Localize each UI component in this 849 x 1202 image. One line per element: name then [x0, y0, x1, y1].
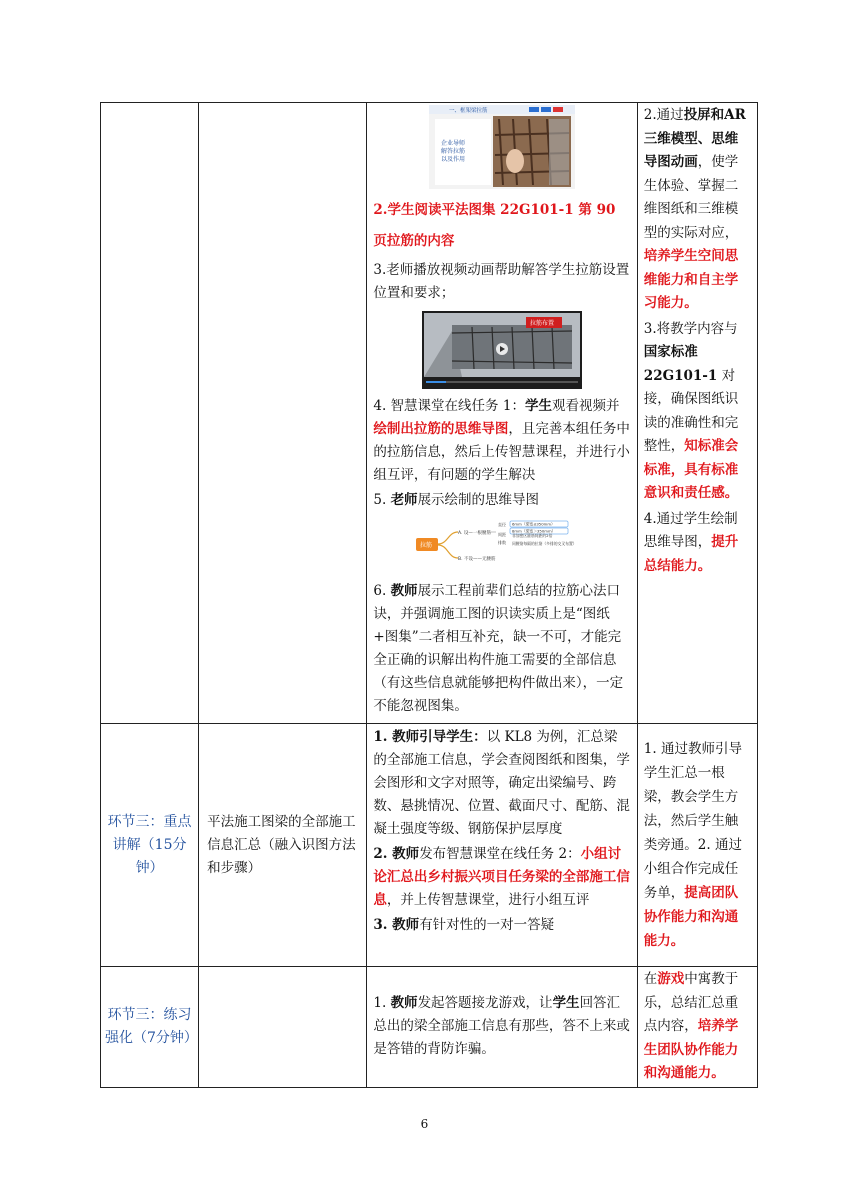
stage-cell: 环节三：重点讲解（15分钟）	[101, 724, 199, 967]
svg-text:6mm（梁宽≤350mm）: 6mm（梁宽≤350mm）	[512, 521, 555, 527]
intent-4: 4.通过学生绘制思维导图，提升总结能力。	[643, 510, 739, 574]
mindmap-root: 拉筋	[420, 542, 433, 549]
activity-step-1: 1. 教师发起答题接龙游戏，让学生回答汇总出的梁全部施工信息有那些，答不上来或是答错的背防诈骗。	[373, 995, 630, 1058]
activity-cell	[367, 103, 637, 724]
activity-step-3: 3. 教师有针对性的一对一答疑	[373, 917, 555, 933]
table-row	[101, 724, 758, 967]
content-cell-empty	[199, 103, 367, 724]
activity-cell	[367, 724, 637, 967]
activity-step-2: 2.学生阅读平法图集 22G101-1 第 90 页拉筋的内容	[373, 202, 616, 249]
svg-text:排数: 排数	[498, 540, 507, 545]
intent-cell	[637, 724, 757, 967]
intent-cell	[637, 967, 757, 1088]
content-cell-empty	[199, 967, 367, 1088]
svg-text:非加密区箍筋间距的2倍: 非加密区箍筋间距的2倍	[512, 533, 553, 538]
svg-text:同腰筋每隔的拉筋（多排的交叉布置）: 同腰筋每隔的拉筋（多排的交叉布置）	[512, 541, 577, 546]
activity-step-6: 6. 教师展示工程前辈们总结的拉筋心法口诀，并强调施工图的识读实质上是“图纸+图集”二者相互补充，缺一不可，才能完全正确的识解出构件施工需要的全部信息（有这些信息就能够把构件做出来），一定不能忽视图集。	[373, 583, 624, 714]
activity-step-3: 3.老师播放视频动画帮助解答学生拉筋设置位置和要求；	[373, 262, 630, 301]
stage-cell: 环节三：练习强化（7分钟）	[101, 967, 199, 1088]
mindmap-branch-b: B. 不设——无腰筋	[458, 557, 496, 562]
activity-step-2: 2. 教师发布智慧课堂在线任务 2：小组讨论汇总出乡村振兴项目任务梁的全部施工信息，并上传智慧课堂，进行小组互评	[373, 846, 630, 908]
activity-step-5: 5. 老师展示绘制的思维导图	[373, 492, 540, 508]
video-title: 拉筋布置	[530, 320, 555, 327]
svg-text:以及作用: 以及作用	[441, 156, 466, 163]
activity-step-4: 4. 智慧课堂在线任务 1：学生观看视频并绘制出拉筋的思维导图，且完善本组任务中的拉筋信息，然后上传智慧课程，并进行小组互评，有问题的学生解决	[373, 398, 630, 483]
table-row	[101, 967, 758, 1088]
svg-text:直径: 直径	[498, 522, 507, 527]
svg-text:间距: 间距	[498, 532, 507, 537]
video-player[interactable]	[367, 311, 636, 389]
mindmap-branch-a: A. 设—一根腰筋	[458, 531, 491, 536]
intent-3: 3.将教学内容与国家标准22G101-1 对接，确保图纸识读的准确性和完整性，知标准会标准，具有标准意识和责任感。	[643, 320, 739, 501]
intent-2: 2.通过投屏和AR 三维模型、思维导图动画，使学生体验、掌握二维图纸和三维模型的实际对应，培养学生空间思维能力和自主学习能力。	[643, 107, 746, 311]
slide-title: 一、框架梁拉筋	[449, 108, 488, 114]
activity-cell	[367, 967, 637, 1088]
stage-cell-empty	[101, 103, 199, 724]
mindmap-image	[367, 520, 636, 568]
table-row	[101, 103, 758, 724]
intent-text: 1. 通过教师引导学生汇总一根梁，教会学生方法，然后学生触类旁通。2. 通过小组合作完成任务单，提高团队协作能力和沟通能力。	[643, 741, 742, 949]
content-cell: 平法施工图梁的全部施工信息汇总（融入识图方法和步骤）	[199, 724, 367, 967]
svg-text:解答拉筋: 解答拉筋	[441, 148, 466, 155]
lesson-plan-table	[100, 102, 758, 1088]
intent-cell	[637, 103, 757, 724]
svg-text:8mm（梁宽＞350mm）: 8mm（梁宽＞350mm）	[512, 528, 556, 534]
svg-text:企业导师: 企业导师	[441, 140, 466, 147]
activity-step-1: 1. 教师引导学生：以 KL8 为例，汇总梁的全部施工信息，学会查阅图纸和图集，学会图形和文字对照等，确定出梁编号、跨数、悬挑情况、位置、截面尺寸、配筋、混凝土强度等级、钢筋保护层厚度	[373, 729, 630, 837]
slide-image	[367, 105, 636, 189]
page-number: 6	[420, 1117, 429, 1131]
intent-text: 在游戏中寓教于乐，总结汇总重点内容，培养学生团队协作能力和沟通能力。	[643, 971, 739, 1081]
